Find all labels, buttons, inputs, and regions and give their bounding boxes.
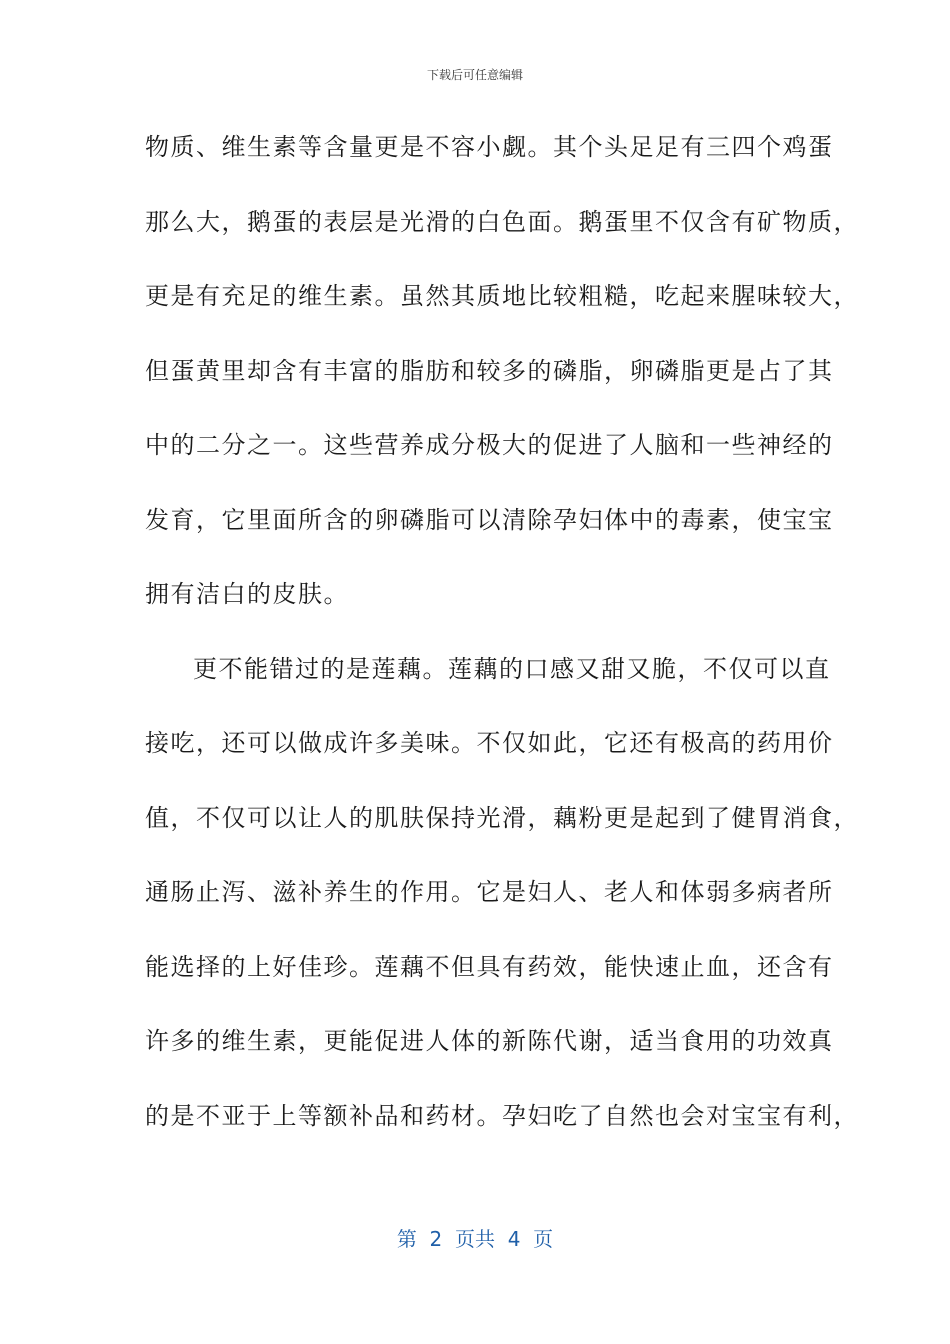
body-line-paragraph-start: 更不能错过的是莲藕。莲藕的口感又甜又脆，不仅可以直 [193,654,831,683]
body-line: 物质、维生素等含量更是不容小觑。其个头足足有三四个鸡蛋 [145,133,834,161]
body-line: 那么大，鹅蛋的表层是光滑的白色面。鹅蛋里不仅含有矿物质， [145,207,859,236]
document-body [145,125,859,1168]
body-line: 的是不亚于上等额补品和药材。孕妇吃了自然也会对宝宝有利， [145,1101,859,1130]
body-line: 能选择的上好佳珍。莲藕不但具有药效，能快速止血，还含有 [145,952,834,981]
body-line: 通肠止泻、滋补养生的作用。它是妇人、老人和体弱多病者所 [145,878,834,906]
body-line: 许多的维生素，更能促进人体的新陈代谢，适当食用的功效真 [145,1027,834,1055]
body-line: 更是有充足的维生素。虽然其质地比较粗糙，吃起来腥味较大， [145,282,859,310]
body-line: 但蛋黄里却含有丰富的脂肪和较多的磷脂，卵磷脂更是占了其 [145,356,834,385]
header-note: 下载后可任意编辑 [426,68,523,82]
body-line: 发育，它里面所含的卵磷脂可以清除孕妇体中的毒素，使宝宝 [145,505,834,534]
body-line: 中的二分之一。这些营养成分极大的促进了人脑和一些神经的 [145,431,834,459]
page-number: 第 2 页共 4 页 [396,1227,554,1251]
body-line: 拥有洁白的皮肤。 [145,580,349,608]
body-line: 接吃，还可以做成许多美味。不仅如此，它还有极高的药用价 [145,729,834,757]
body-line: 值，不仅可以让人的肌肤保持光滑，藕粉更是起到了健胃消食， [145,803,859,832]
